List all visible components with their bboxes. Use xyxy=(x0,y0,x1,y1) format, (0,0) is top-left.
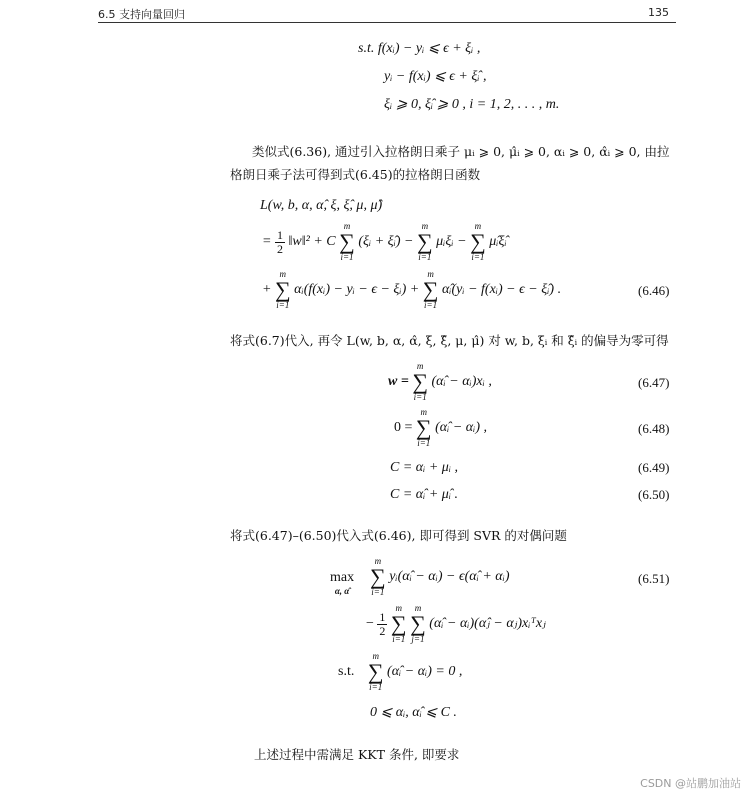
sum-symbol xyxy=(370,557,386,597)
csdn-watermark: CSDN @站鹏加油站 xyxy=(640,777,741,790)
sum-upper: m xyxy=(420,407,427,417)
one-half-fraction xyxy=(377,611,387,638)
sum-symbol xyxy=(423,270,439,310)
muhat-xihat-term: μ̂ᵢξ̂ᵢ xyxy=(489,234,507,250)
sum-upper: m xyxy=(416,361,424,371)
subject-to-label: s.t. xyxy=(338,664,355,680)
sum-upper: m xyxy=(421,221,429,231)
equation-number-6-50: (6.50) xyxy=(638,487,670,502)
sum-lower: i=1 xyxy=(369,682,383,692)
sum-upper: m xyxy=(279,269,287,279)
sum-glyph: ∑ xyxy=(410,611,426,636)
sum-symbol xyxy=(416,408,432,448)
equation-6-50: C = α̂ᵢ + μ̂ᵢ . xyxy=(390,487,459,502)
sum-lower: i=1 xyxy=(424,300,438,310)
sum-symbol xyxy=(275,270,291,310)
sum-lower: j=1 xyxy=(411,634,425,644)
minus-sign: − xyxy=(366,616,374,632)
sum-lower: i=1 xyxy=(392,634,406,644)
sum-glyph: ∑ xyxy=(470,229,486,254)
sum-lower: i=1 xyxy=(371,587,385,597)
dual-constraint-2: 0 ⩽ αᵢ, α̂ᵢ ⩽ C . xyxy=(370,705,457,720)
lagrangian-lhs: L(w, b, α, α̂, ξ, ξ̂, μ, μ̂) xyxy=(260,198,383,213)
mu-xi-term: μᵢξᵢ − xyxy=(436,234,467,250)
equation-number-6-51: (6.51) xyxy=(638,571,670,586)
sum-upper: m xyxy=(374,556,382,566)
sum-symbol xyxy=(417,222,433,262)
equation-number-6-47: (6.47) xyxy=(638,375,670,390)
sum-glyph: ∑ xyxy=(416,229,433,254)
equals-sign: = xyxy=(262,234,275,250)
max-label: max xyxy=(330,570,355,585)
one-half-fraction xyxy=(275,229,285,256)
equation-6-47 xyxy=(388,362,492,402)
equation-6-48 xyxy=(394,408,487,448)
sum-lower: i=1 xyxy=(471,252,485,262)
sum-glyph: ∑ xyxy=(367,659,384,684)
fraction-numerator: 1 xyxy=(379,609,386,624)
sum-lower: i=1 xyxy=(276,300,290,310)
paragraph-2: 将式(6.7)代入, 再令 L(w, b, α, α̂, ξ, ξ̂, μ, μ̂) 对 w, b, ξᵢ 和 ξ̂ᵢ 的偏导为零可得 xyxy=(230,333,669,348)
sum-lower: i=1 xyxy=(418,252,432,262)
page-number: 135 xyxy=(648,6,669,19)
constraint-line-3: ξᵢ ⩾ 0, ξ̂ᵢ ⩾ 0 , i = 1, 2, . . . , m. xyxy=(384,97,560,112)
header-rule xyxy=(98,22,676,23)
sum-symbol xyxy=(470,222,486,262)
sum-lower: i=1 xyxy=(413,392,427,402)
sum-glyph: ∑ xyxy=(390,611,407,636)
sum-glyph: ∑ xyxy=(415,415,432,440)
constraint-line-2: yᵢ − f(xᵢ) ⩽ ϵ + ξ̂ᵢ , xyxy=(384,69,487,84)
paragraph-1-line-2: 格朗日乘子法可得到式(6.45)的拉格朗日函数 xyxy=(230,167,481,182)
dual-constraint-1: (α̂ᵢ − αᵢ) = 0 , xyxy=(387,664,463,680)
sum-upper: m xyxy=(414,603,422,613)
dual-line-3 xyxy=(338,652,462,692)
equation-6-49: C = αᵢ + μᵢ , xyxy=(390,460,459,475)
sum-symbol xyxy=(368,652,384,692)
equation-number-6-46: (6.46) xyxy=(638,283,670,298)
equation-number-6-49: (6.49) xyxy=(638,460,670,475)
lagrangian-line-2 xyxy=(262,222,507,262)
fraction-numerator: 1 xyxy=(276,227,283,242)
sum-glyph: ∑ xyxy=(370,564,386,589)
sum-glyph: ∑ xyxy=(412,369,429,394)
eq648-rhs: (α̂ᵢ − αᵢ) , xyxy=(435,420,487,436)
max-operator xyxy=(330,570,354,596)
alpha-term: αᵢ(f(xᵢ) − yᵢ − ϵ − ξᵢ) + xyxy=(294,282,420,298)
sum-upper: m xyxy=(372,651,379,661)
sum-upper: m xyxy=(474,221,482,231)
eq647-rhs: (α̂ᵢ − αᵢ)xᵢ , xyxy=(431,374,492,390)
sum-symbol xyxy=(410,604,426,644)
sum-upper: m xyxy=(427,269,434,279)
constraint-line-1: s.t. f(xᵢ) − yᵢ ⩽ ϵ + ξᵢ , xyxy=(358,41,481,56)
sum-symbol xyxy=(412,362,428,402)
fraction-denominator: 2 xyxy=(276,241,283,256)
dual-line-1 xyxy=(370,557,510,597)
dual-objective-2: (α̂ᵢ − αᵢ)(α̂ⱼ − αⱼ)xᵢᵀxⱼ xyxy=(429,616,546,632)
alphahat-term: α̂ᵢ(yᵢ − f(xᵢ) − ϵ − ξ̂ᵢ) . xyxy=(441,282,562,298)
section-header: 6.5 支持向量回归 xyxy=(98,8,185,21)
sum-glyph: ∑ xyxy=(339,229,355,254)
paragraph-4: 上述过程中需满足 KKT 条件, 即要求 xyxy=(254,747,460,762)
paragraph-1-line-1: 类似式(6.36), 通过引入拉格朗日乘子 μᵢ ⩾ 0, μ̂ᵢ ⩾ 0, αᵢ ⩾ 0, α̂ᵢ ⩾ 0, 由拉 xyxy=(252,144,670,159)
eq647-lhs: w = xyxy=(388,374,409,390)
sum-glyph: ∑ xyxy=(422,277,439,302)
slack-term: (ξᵢ + ξ̂ᵢ) − xyxy=(358,234,414,250)
sum-lower: i=1 xyxy=(340,252,354,262)
paragraph-3: 将式(6.47)–(6.50)代入式(6.46), 即可得到 SVR 的对偶问题 xyxy=(230,528,567,543)
max-subscript: α, α̂ xyxy=(334,586,350,596)
equation-number-6-48: (6.48) xyxy=(638,421,670,436)
dual-line-2 xyxy=(366,604,546,644)
plus-sign: + xyxy=(262,282,272,298)
sum-upper: m xyxy=(343,221,351,231)
norm-term: ‖w‖² + C xyxy=(288,234,336,250)
sum-symbol xyxy=(391,604,407,644)
fraction-denominator: 2 xyxy=(379,623,386,638)
lagrangian-line-3 xyxy=(262,270,561,310)
sum-lower: i=1 xyxy=(417,438,431,448)
dual-objective-1: yᵢ(α̂ᵢ − αᵢ) − ϵ(α̂ᵢ + αᵢ) xyxy=(389,569,510,585)
eq648-lhs: 0 = xyxy=(394,420,413,436)
sum-glyph: ∑ xyxy=(274,277,291,302)
sum-symbol xyxy=(339,222,355,262)
sum-upper: m xyxy=(395,603,402,613)
